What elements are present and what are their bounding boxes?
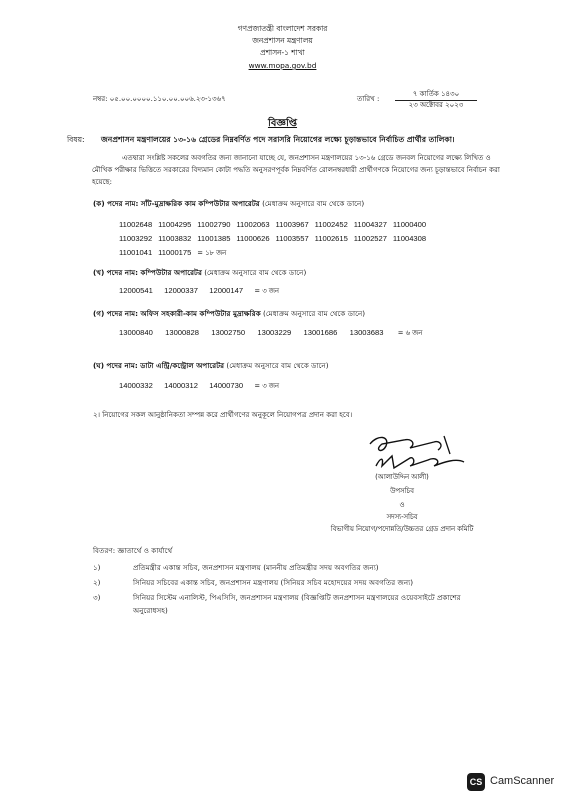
distribution-heading: বিতরণ: জ্ঞাতার্থে ও কার্যার্থে (93, 546, 173, 555)
roll-number: 11004327 (353, 220, 387, 229)
roll-number: 11001385 (197, 234, 231, 243)
signatory-role: সদস্য-সচিব (386, 513, 418, 521)
roll-number: 11000626 (236, 234, 270, 243)
section-ka-rolls (119, 218, 430, 260)
distribution-item-text: সিনিয়র সচিবের একান্ত সচিব, জনপ্রশাসন মন্ত্রণালয় (সিনিয়র সচিব মহোদয়ের সদয় অবগতির জন্য) (133, 578, 414, 587)
roll-number: 13001686 (303, 328, 338, 337)
roll-number: 11004295 (158, 220, 192, 229)
section-ka-roll-row (119, 218, 430, 232)
section-gha-heading: (ঘ) পদের নাম: ডাটা এন্ট্রি/কন্ট্রোল অপারেটর (93, 361, 225, 370)
section-ka-heading-row (93, 199, 364, 211)
section-kha-heading: (খ) পদের নাম: কম্পিউটার অপারেটর (93, 268, 202, 277)
roll-number: 14000332 (119, 381, 153, 390)
roll-number: 13000840 (119, 328, 153, 337)
roll-number: 11002527 (353, 234, 387, 243)
memo-date-bangla: ৭ কার্তিক ১৪৩০ (395, 88, 477, 101)
section-ka-heading: (ক) পদের নাম: সাঁট-মুদ্রাক্ষরিক কাম কম্পিউটার অপারেটর (93, 199, 260, 208)
section-ga-rolls (119, 327, 422, 339)
roll-number: 11000400 (392, 220, 427, 229)
roll-number: 11004308 (392, 234, 427, 243)
roll-number: 11003292 (119, 234, 153, 243)
section-ka-roll-row (119, 246, 430, 260)
roll-number: 11003967 (275, 220, 309, 229)
distribution-item (93, 593, 461, 605)
roll-number: 11003557 (275, 234, 309, 243)
point-two: ২। নিয়োগের সকল আনুষ্ঠানিকতা সম্পন্ন করে প্রার্থীগণের অনুকূলে নিয়োগপত্র প্রদান করা হবে। (93, 411, 353, 419)
section-ga-heading-row (93, 309, 365, 321)
roll-number: 12000147 (209, 286, 244, 295)
signatory-name: (আলাউদ্দিন আলী) (375, 473, 429, 481)
signatory-committee: বিভাগীয় নিয়োগ/পদোন্নতি/উচ্চতর গ্রেড প্রদান কমিটি (330, 525, 474, 533)
section-ga-note: (মেধাক্রম অনুসারে বাম থেকে ডানে) (263, 309, 366, 318)
memo-number: নম্বর: ০৫.০০.০০০০.১১০.০০.০০৬.২৩-১৩৬৭ (93, 95, 226, 103)
body-paragraph: এতদ্বারা সংশ্লিষ্ট সকলের অবগতির জন্য জানানো যাচ্ছে যে, জনপ্রশাসন মন্ত্রণালয়ের ১৩-১৬ গ্রেডে জনবল নিয়োগের লক্ষ্যে লিখিত ও মৌখিক পরীক্ষার ভিত্তিতে সরকারের বিদ্যমান কোটা পদ্ধতি অনুসরণপূর্বক নিম্নবর্ণিত রোলনম্বরধারী প্রার্থীগণকে নিয়োগের জন্য চূড়ান্তভাবে নির্বাচন করা হয়েছে: (92, 154, 500, 186)
distribution-item (93, 563, 379, 575)
section-gha-rolls (119, 380, 279, 392)
section-ga-heading: (গ) পদের নাম: অফিস সহকারী-কাম কম্পিউটার মুদ্রাক্ষরিক (93, 309, 261, 318)
roll-number: 11002790 (197, 220, 231, 229)
distribution-item-number: ১) (93, 563, 101, 572)
roll-number: 11002063 (236, 220, 270, 229)
roll-number: 11002615 (314, 234, 348, 243)
roll-number: 14000730 (209, 381, 244, 390)
roll-number: 12000541 (119, 286, 153, 295)
roll-number: 13003229 (257, 328, 292, 337)
roll-number: 11002452 (314, 220, 348, 229)
camscanner-watermark: CamScanner (490, 775, 555, 787)
memo-date-label: তারিখ : (357, 95, 380, 103)
header-government: গণপ্রজাতন্ত্রী বাংলাদেশ সরকার (237, 24, 328, 33)
memo-date-gregorian: ২৩ অক্টোবর ২০২৩ (408, 101, 464, 109)
section-gha-note: (মেধাক্রম অনুসারে বাম থেকে ডানে) (226, 361, 329, 370)
distribution-item-text: সিনিয়র সিস্টেম এনালিস্ট, পিএসিসি, জনপ্রশাসন মন্ত্রণালয় (বিজ্ঞপ্তিটি জনপ্রশাসন মন্ত্রণালয়ের ওয়েবসাইটে প্রকাশের (133, 593, 461, 602)
distribution-item-continuation: অনুরোধসহ) (133, 606, 168, 615)
section-gha-count: = ৩ জন (254, 382, 279, 390)
header-url-link[interactable]: www.mopa.gov.bd (248, 61, 317, 70)
section-ga-count: = ৬ জন (397, 329, 423, 337)
section-gha-heading-row (93, 361, 329, 373)
roll-number: 14000312 (164, 381, 198, 390)
section-kha-rolls (119, 285, 279, 297)
distribution-item (93, 578, 413, 590)
section-ka-count: = ১৮ জন (197, 249, 227, 257)
distribution-item-number: ৩) (93, 593, 101, 602)
roll-number: 11002648 (119, 220, 153, 229)
roll-number: 13002750 (211, 328, 246, 337)
section-kha-count: = ৩ জন (254, 287, 279, 295)
roll-number: 12000337 (164, 286, 198, 295)
signatory-designation: উপসচিব (390, 487, 414, 495)
subject-text: জনপ্রশাসন মন্ত্রণালয়ের ১৩-১৬ গ্রেডের নিম্নবর্ণিত পদে সরাসরি নিয়োগের লক্ষ্যে চূড়ান্তভাবে নির্বাচিত প্রার্থীর তালিকা। (101, 135, 455, 144)
roll-number: 13003683 (349, 328, 384, 337)
roll-number: 11001041 (119, 248, 153, 257)
distribution-item-text: প্রতিমন্ত্রীর একান্ত সচিব, জনপ্রশাসন মন্ত্রণালয় (মাননীয় প্রতিমন্ত্রীর সদয় অবগতির জন্য) (133, 563, 379, 572)
roll-number: 11000175 (158, 248, 192, 257)
header-ministry: জনপ্রশাসন মন্ত্রণালয় (252, 36, 313, 45)
header-section: প্রশাসন-১ শাখা (260, 48, 305, 57)
subject-label: বিষয়: (67, 135, 85, 144)
section-ka-roll-row (119, 232, 430, 246)
signatory-and: ও (399, 501, 405, 509)
roll-number: 11003832 (158, 234, 192, 243)
section-kha-note: (মেধাক্রম অনুসারে বাম থেকে ডানে) (204, 268, 307, 277)
roll-number: 13000828 (165, 328, 199, 337)
section-ka-note: (মেধাক্রম অনুসারে বাম থেকে ডানে) (262, 199, 365, 208)
section-kha-heading-row (93, 268, 306, 280)
camscanner-logo-icon: CS (467, 773, 485, 791)
page-title: বিজ্ঞপ্তি (267, 118, 298, 129)
distribution-item-number: ২) (93, 578, 101, 587)
